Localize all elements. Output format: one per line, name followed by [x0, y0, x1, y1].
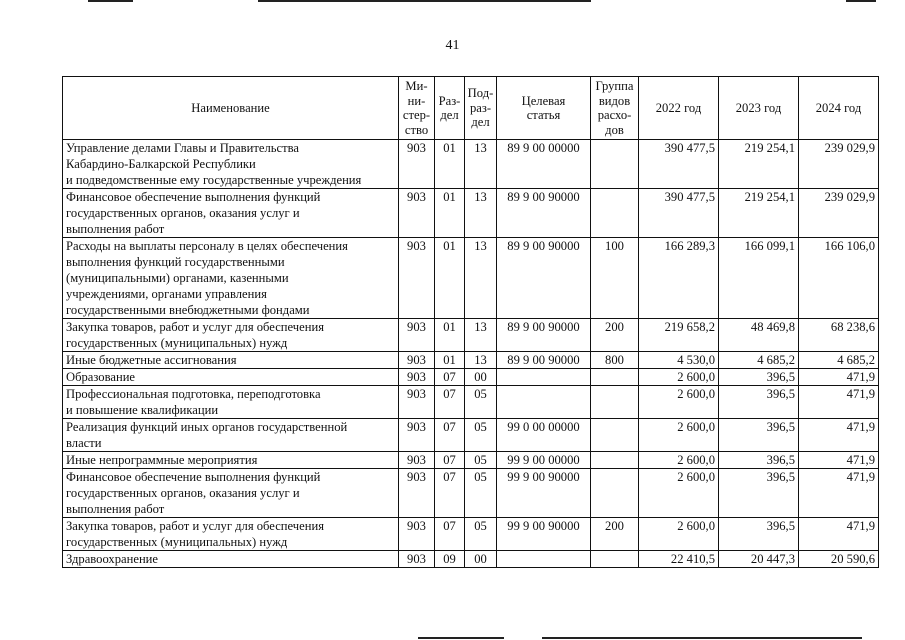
row-target: 99 0 00 00000 — [497, 419, 591, 452]
row-section: 01 — [435, 140, 465, 189]
table-row — [63, 469, 879, 518]
row-expense-group — [591, 452, 639, 469]
row-value-2024: 166 106,0 — [799, 238, 879, 319]
row-target: 89 9 00 90000 — [497, 352, 591, 369]
row-expense-group — [591, 386, 639, 419]
table-row — [63, 551, 879, 568]
row-ministry: 903 — [399, 419, 435, 452]
row-value-2023: 4 685,2 — [719, 352, 799, 369]
row-expense-group: 200 — [591, 319, 639, 352]
row-ministry: 903 — [399, 189, 435, 238]
table-row — [63, 369, 879, 386]
row-section: 01 — [435, 189, 465, 238]
row-ministry: 903 — [399, 551, 435, 568]
table-header-row — [63, 77, 879, 140]
row-subsection: 13 — [465, 352, 497, 369]
row-value-2023: 20 447,3 — [719, 551, 799, 568]
header-2023: 2023 год — [719, 77, 799, 140]
row-value-2022: 2 600,0 — [639, 386, 719, 419]
row-target: 89 9 00 90000 — [497, 319, 591, 352]
header-expense-group: Группа видов расхо- дов — [591, 77, 639, 140]
row-name: Здравоохранение — [63, 551, 399, 568]
row-value-2023: 219 254,1 — [719, 189, 799, 238]
header-name: Наименование — [63, 77, 399, 140]
row-name: Управление делами Главы и Правительства Кабардино-Балкарской Республики и подведомственные ему государственные учреждения — [63, 140, 399, 189]
row-value-2022: 22 410,5 — [639, 551, 719, 568]
row-value-2022: 2 600,0 — [639, 518, 719, 551]
table-row — [63, 238, 879, 319]
row-target: 99 9 00 00000 — [497, 452, 591, 469]
row-section: 07 — [435, 386, 465, 419]
row-name: Финансовое обеспечение выполнения функций государственных органов, оказания услуг и выполнения работ — [63, 469, 399, 518]
row-ministry: 903 — [399, 518, 435, 551]
header-2024: 2024 год — [799, 77, 879, 140]
row-section: 07 — [435, 419, 465, 452]
row-name: Профессиональная подготовка, переподготовка и повышение квалификации — [63, 386, 399, 419]
row-name: Образование — [63, 369, 399, 386]
row-value-2024: 471,9 — [799, 419, 879, 452]
row-target — [497, 386, 591, 419]
page-number: 41 — [445, 38, 460, 53]
row-value-2023: 48 469,8 — [719, 319, 799, 352]
row-value-2024: 471,9 — [799, 386, 879, 419]
row-value-2022: 2 600,0 — [639, 469, 719, 518]
scan-artifact-top-left — [88, 0, 133, 2]
row-value-2022: 219 658,2 — [639, 319, 719, 352]
row-name: Закупка товаров, работ и услуг для обеспечения государственных (муниципальных) нужд — [63, 319, 399, 352]
row-value-2022: 2 600,0 — [639, 369, 719, 386]
row-subsection: 13 — [465, 140, 497, 189]
row-value-2024: 20 590,6 — [799, 551, 879, 568]
row-value-2024: 239 029,9 — [799, 189, 879, 238]
row-expense-group: 200 — [591, 518, 639, 551]
scan-artifact-bottom-right — [542, 637, 862, 639]
row-subsection: 05 — [465, 469, 497, 518]
row-ministry: 903 — [399, 140, 435, 189]
row-section: 07 — [435, 469, 465, 518]
row-ministry: 903 — [399, 469, 435, 518]
row-subsection: 13 — [465, 238, 497, 319]
row-subsection: 13 — [465, 319, 497, 352]
row-value-2022: 166 289,3 — [639, 238, 719, 319]
row-value-2023: 166 099,1 — [719, 238, 799, 319]
row-expense-group — [591, 551, 639, 568]
budget-table — [62, 76, 879, 568]
row-value-2024: 471,9 — [799, 452, 879, 469]
row-name: Расходы на выплаты персоналу в целях обеспечения выполнения функций государственными (муниципальными) органами, казенными учреждениями, органами управления государственными внебюджетными фондами — [63, 238, 399, 319]
table-row — [63, 452, 879, 469]
row-value-2024: 4 685,2 — [799, 352, 879, 369]
table-row — [63, 319, 879, 352]
row-value-2023: 396,5 — [719, 518, 799, 551]
row-name: Иные непрограммные мероприятия — [63, 452, 399, 469]
header-2022: 2022 год — [639, 77, 719, 140]
row-expense-group — [591, 140, 639, 189]
row-section: 07 — [435, 369, 465, 386]
row-expense-group — [591, 469, 639, 518]
row-target: 99 9 00 90000 — [497, 469, 591, 518]
table-row — [63, 352, 879, 369]
row-ministry: 903 — [399, 319, 435, 352]
row-section: 01 — [435, 319, 465, 352]
row-section: 01 — [435, 352, 465, 369]
row-value-2023: 396,5 — [719, 419, 799, 452]
row-ministry: 903 — [399, 352, 435, 369]
row-value-2024: 471,9 — [799, 518, 879, 551]
row-target — [497, 369, 591, 386]
row-subsection: 05 — [465, 518, 497, 551]
row-target: 89 9 00 90000 — [497, 189, 591, 238]
row-value-2022: 4 530,0 — [639, 352, 719, 369]
row-expense-group — [591, 369, 639, 386]
row-target: 99 9 00 90000 — [497, 518, 591, 551]
row-value-2023: 396,5 — [719, 386, 799, 419]
row-target: 89 9 00 00000 — [497, 140, 591, 189]
row-section: 07 — [435, 452, 465, 469]
row-subsection: 05 — [465, 452, 497, 469]
row-subsection: 13 — [465, 189, 497, 238]
scan-artifact-top-center — [258, 0, 591, 2]
row-expense-group — [591, 419, 639, 452]
row-name: Закупка товаров, работ и услуг для обеспечения государственных (муниципальных) нужд — [63, 518, 399, 551]
row-value-2022: 390 477,5 — [639, 140, 719, 189]
row-section: 07 — [435, 518, 465, 551]
header-section: Раз- дел — [435, 77, 465, 140]
row-value-2023: 396,5 — [719, 469, 799, 518]
header-subsection: Под- раз- дел — [465, 77, 497, 140]
row-subsection: 00 — [465, 551, 497, 568]
row-name: Реализация функций иных органов государственной власти — [63, 419, 399, 452]
table-row — [63, 518, 879, 551]
scan-artifact-bottom-left — [418, 637, 504, 639]
row-expense-group — [591, 189, 639, 238]
row-value-2024: 471,9 — [799, 469, 879, 518]
row-subsection: 00 — [465, 369, 497, 386]
row-subsection: 05 — [465, 419, 497, 452]
header-ministry: Ми- ни- стер- ство — [399, 77, 435, 140]
row-value-2024: 471,9 — [799, 369, 879, 386]
scan-artifact-top-right — [846, 0, 876, 2]
row-expense-group: 800 — [591, 352, 639, 369]
row-value-2022: 2 600,0 — [639, 452, 719, 469]
header-target: Целевая статья — [497, 77, 591, 140]
row-value-2022: 2 600,0 — [639, 419, 719, 452]
row-name: Финансовое обеспечение выполнения функций государственных органов, оказания услуг и выполнения работ — [63, 189, 399, 238]
row-value-2023: 396,5 — [719, 369, 799, 386]
row-value-2022: 390 477,5 — [639, 189, 719, 238]
row-value-2023: 396,5 — [719, 452, 799, 469]
row-subsection: 05 — [465, 386, 497, 419]
row-name: Иные бюджетные ассигнования — [63, 352, 399, 369]
row-value-2024: 239 029,9 — [799, 140, 879, 189]
table-row — [63, 386, 879, 419]
row-ministry: 903 — [399, 238, 435, 319]
row-target: 89 9 00 90000 — [497, 238, 591, 319]
row-section: 09 — [435, 551, 465, 568]
row-ministry: 903 — [399, 452, 435, 469]
row-expense-group: 100 — [591, 238, 639, 319]
row-ministry: 903 — [399, 386, 435, 419]
row-value-2023: 219 254,1 — [719, 140, 799, 189]
table-row — [63, 189, 879, 238]
row-section: 01 — [435, 238, 465, 319]
table-row — [63, 140, 879, 189]
row-target — [497, 551, 591, 568]
table-row — [63, 419, 879, 452]
row-value-2024: 68 238,6 — [799, 319, 879, 352]
row-ministry: 903 — [399, 369, 435, 386]
